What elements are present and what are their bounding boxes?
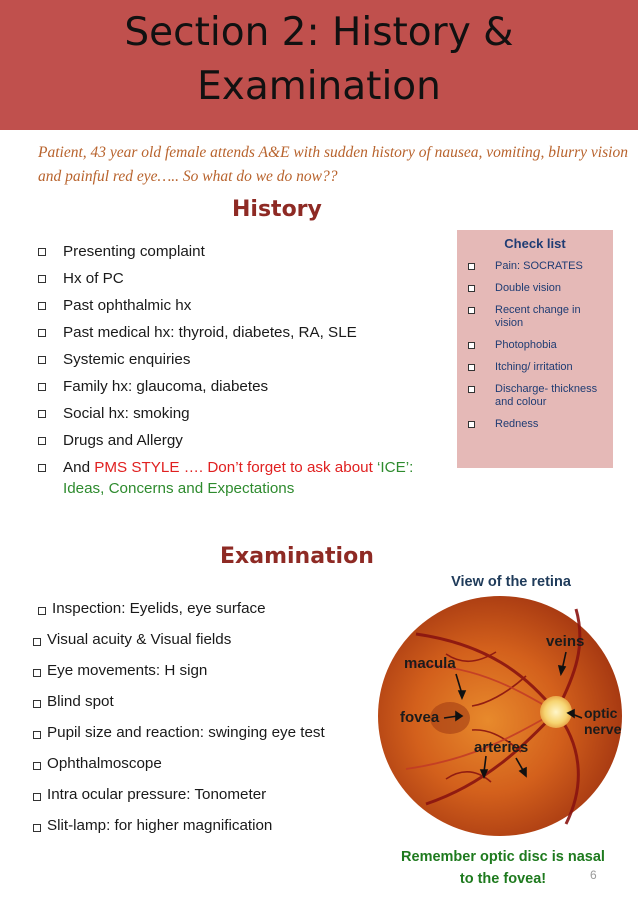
optic-label: optic bbox=[584, 705, 618, 721]
list-item-label: Past ophthalmic hx bbox=[63, 297, 192, 314]
checkbox-bullet-icon bbox=[468, 421, 475, 428]
checklist-item-label: Redness bbox=[495, 418, 539, 430]
checkbox-bullet-icon bbox=[33, 793, 41, 801]
history-heading: History bbox=[232, 197, 322, 222]
list-item-label: Hx of PC bbox=[63, 270, 124, 287]
checkbox-bullet-icon bbox=[38, 410, 46, 418]
checkbox-bullet-icon bbox=[38, 329, 46, 337]
list-item bbox=[35, 597, 380, 628]
checkbox-bullet-icon bbox=[38, 275, 46, 283]
checkbox-bullet-icon bbox=[468, 342, 475, 349]
ice-text: ‘ICE’: Ideas, Concerns and Expectations bbox=[63, 459, 414, 497]
remember-line1: Remember optic disc is nasal bbox=[401, 849, 605, 865]
fovea-label: fovea bbox=[400, 709, 440, 726]
list-item bbox=[35, 659, 380, 690]
checklist-item bbox=[465, 383, 609, 409]
checklist-item bbox=[465, 304, 609, 330]
checkbox-bullet-icon bbox=[33, 762, 41, 770]
list-item bbox=[35, 346, 455, 373]
retina-title: View of the retina bbox=[451, 574, 571, 590]
list-item bbox=[35, 721, 380, 752]
list-item bbox=[35, 427, 455, 454]
header-banner bbox=[0, 0, 638, 130]
checkbox-bullet-icon bbox=[33, 731, 41, 739]
list-item-label: Family hx: glaucoma, diabetes bbox=[63, 378, 269, 395]
checklist-item-label: Discharge- thickness and colour bbox=[495, 383, 598, 408]
list-item-label: Presenting complaint bbox=[63, 243, 205, 260]
ice-prefix: And bbox=[63, 459, 95, 476]
page-title-line1: Section 2: History & bbox=[124, 10, 514, 55]
list-item-label: Slit-lamp: for higher magnification bbox=[47, 817, 273, 834]
checklist-item-label: Pain: SOCRATES bbox=[495, 260, 583, 272]
checklist-item-label: Itching/ irritation bbox=[495, 361, 573, 373]
arteries-label: arteries bbox=[474, 739, 529, 756]
page-number: 6 bbox=[590, 868, 597, 882]
list-item bbox=[35, 814, 380, 845]
checkbox-bullet-icon bbox=[38, 302, 46, 310]
list-item bbox=[35, 319, 455, 346]
checklist-title: Check list bbox=[504, 236, 566, 251]
checklist-box bbox=[457, 230, 613, 468]
checklist-item-label: Double vision bbox=[495, 282, 562, 294]
checkbox-bullet-icon bbox=[38, 464, 46, 472]
checkbox-bullet-icon bbox=[33, 824, 41, 832]
retina-illustration bbox=[376, 594, 624, 838]
checklist-item bbox=[465, 361, 609, 374]
list-item-label: Past medical hx: thyroid, diabetes, RA, SLE bbox=[63, 324, 357, 341]
checklist-item-label: Recent change in vision bbox=[495, 304, 581, 329]
checkbox-bullet-icon bbox=[468, 285, 475, 292]
checklist-item bbox=[465, 339, 609, 352]
checkbox-bullet-icon bbox=[468, 307, 475, 314]
checkbox-bullet-icon bbox=[38, 607, 46, 615]
checkbox-bullet-icon bbox=[468, 364, 475, 371]
checklist-item bbox=[465, 260, 609, 273]
checklist-item-label: Photophobia bbox=[495, 339, 557, 351]
list-item-label: Pupil size and reaction: swinging eye test bbox=[47, 724, 325, 741]
history-list bbox=[35, 238, 455, 499]
list-item bbox=[35, 690, 380, 721]
list-item bbox=[35, 265, 455, 292]
checklist-list bbox=[465, 260, 609, 440]
list-item bbox=[35, 628, 380, 659]
checkbox-bullet-icon bbox=[33, 700, 41, 708]
list-item-label: Inspection: Eyelids, eye surface bbox=[52, 600, 266, 617]
list-item-label: Drugs and Allergy bbox=[63, 432, 183, 449]
list-item bbox=[35, 238, 455, 265]
checkbox-bullet-icon bbox=[33, 638, 41, 646]
list-item-label: Visual acuity & Visual fields bbox=[47, 631, 232, 648]
list-item-label: Eye movements: H sign bbox=[47, 662, 208, 679]
page-title bbox=[0, 6, 638, 114]
list-item-label: Ophthalmoscope bbox=[47, 755, 162, 772]
checkbox-bullet-icon bbox=[38, 356, 46, 364]
checkbox-bullet-icon bbox=[468, 386, 475, 393]
checkbox-bullet-icon bbox=[38, 437, 46, 445]
list-item bbox=[35, 400, 455, 427]
list-item-label: Blind spot bbox=[47, 693, 114, 710]
list-item bbox=[35, 783, 380, 814]
optic-disc bbox=[540, 696, 572, 728]
list-item-label: Social hx: smoking bbox=[63, 405, 190, 422]
list-item bbox=[35, 752, 380, 783]
checkbox-bullet-icon bbox=[468, 263, 475, 270]
veins-label: veins bbox=[546, 633, 585, 650]
nerve-label: nerve bbox=[584, 721, 622, 737]
pms-style-text: PMS STYLE …. Don’t forget to ask about bbox=[94, 459, 378, 476]
list-item-label: Systemic enquiries bbox=[63, 351, 191, 368]
list-item bbox=[35, 292, 455, 319]
page-title-line2: Examination bbox=[197, 64, 441, 109]
examination-heading: Examination bbox=[220, 544, 374, 569]
macula-label: macula bbox=[404, 655, 456, 672]
checkbox-bullet-icon bbox=[38, 383, 46, 391]
remember-line2: to the fovea! bbox=[459, 871, 547, 887]
checklist-item bbox=[465, 282, 609, 295]
checklist-item bbox=[465, 418, 609, 431]
checkbox-bullet-icon bbox=[38, 248, 46, 256]
list-item bbox=[35, 373, 455, 400]
examination-list bbox=[35, 597, 380, 845]
list-item-label: Intra ocular pressure: Tonometer bbox=[47, 786, 267, 803]
patient-scenario: Patient, 43 year old female attends A&E with sudden history of nausea, vomiting, blurry vision and painful red eye….. So what do we do now?? bbox=[38, 144, 628, 185]
list-item-ice bbox=[35, 454, 455, 499]
checkbox-bullet-icon bbox=[33, 669, 41, 677]
